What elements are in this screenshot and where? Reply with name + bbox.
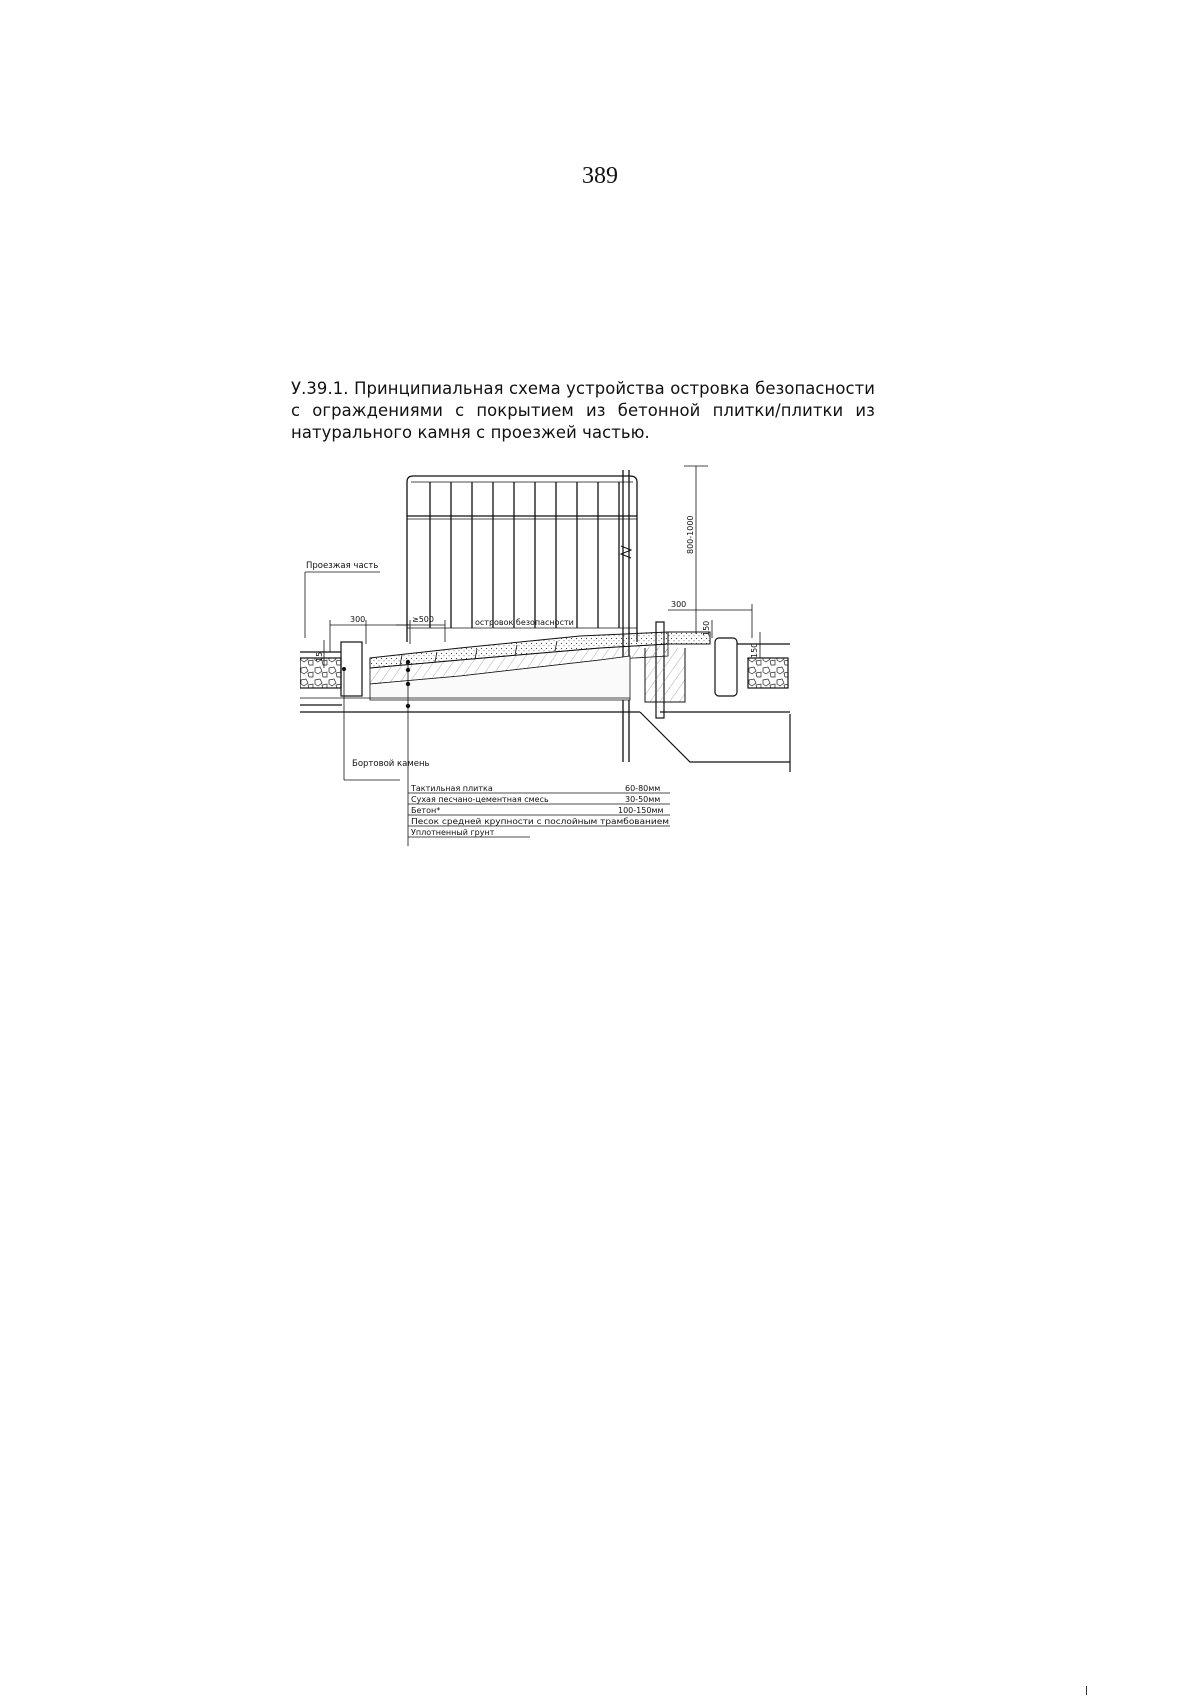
figure-caption: У.39.1. Принципиальная схема устройства островка безопасности с ограждениями с покрытием из бетонной плитки/плитки из натурального камня с проезжей частью. (291, 379, 875, 442)
cross-section-drawing (300, 462, 820, 892)
pavement-section (341, 632, 737, 702)
dim-150-top: 150 (702, 620, 711, 636)
layer-2-name: Сухая песчано-цементная смесь (411, 795, 549, 804)
layer-4-name: Песок средней крупности с послойным трамбованием (411, 817, 669, 826)
label-island: островок безопасности (475, 618, 574, 627)
layer-3-thickness: 100-150мм (618, 806, 664, 815)
layer-3-name: Бетон* (411, 806, 441, 815)
layer-1-name: Тактильная плитка (411, 784, 493, 793)
margin-mark (1086, 1686, 1087, 1695)
dim-500: ≥500 (412, 615, 434, 624)
dim-300-right: 300 (671, 600, 687, 609)
dim-150-right: 150 (750, 642, 759, 658)
fence-post (621, 470, 631, 762)
page-number: 389 (582, 163, 618, 189)
dim-fence-height: 800-1000 (686, 515, 695, 554)
layer-5-name: Уплотненный грунт (411, 828, 495, 837)
label-curb-stone-text: Бортовой камень (352, 759, 430, 769)
layers-legend (408, 784, 670, 837)
label-roadway: Проезжая часть (306, 561, 379, 571)
label-curb-stone (352, 759, 430, 769)
layer-2-thickness: 30-50мм (625, 795, 661, 804)
layer-1-thickness: 60-80мм (625, 784, 661, 793)
dim-15: 15 (315, 651, 324, 662)
dim-300-left: 300 (350, 615, 366, 624)
